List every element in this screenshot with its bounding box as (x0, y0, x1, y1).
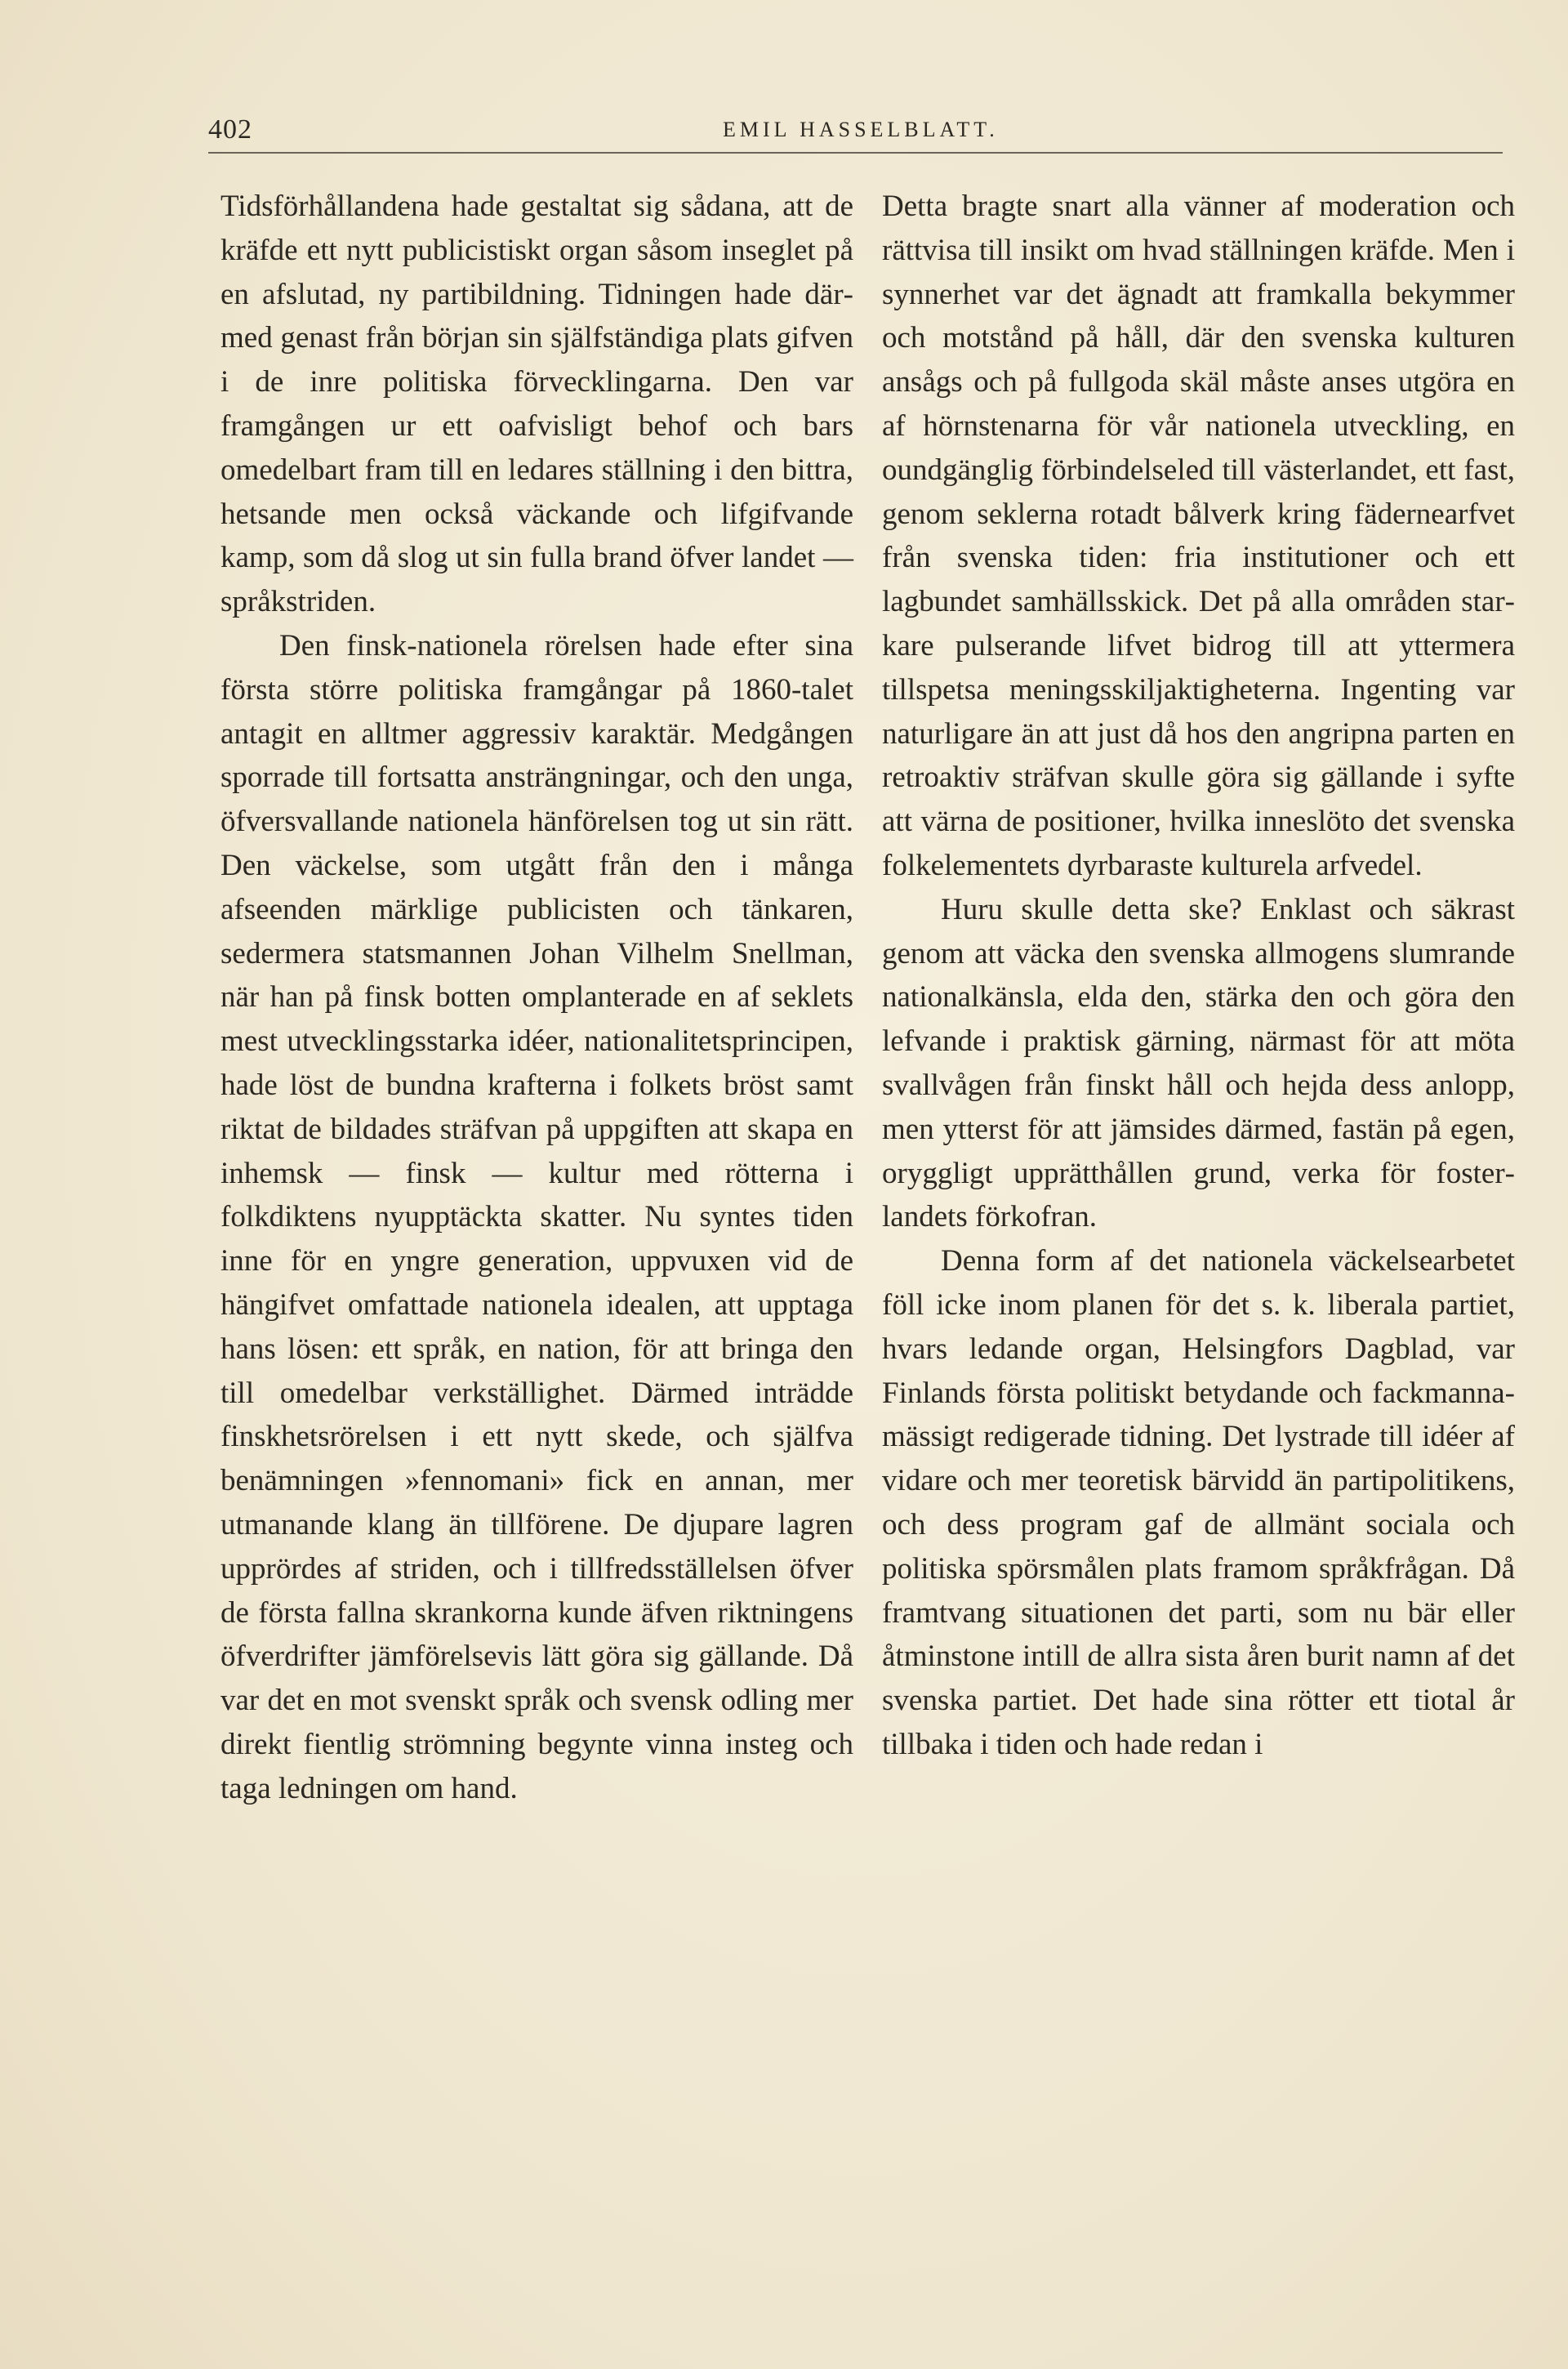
page-number: 402 (208, 114, 252, 145)
right-paragraph-3: Denna form af det nationela väckelsearbetet föll icke inom planen för det s. k. liberala partiet, hvars ledande organ, Helsingfors Dagblad, var Finlands första politiskt betydande och fackmannamässigt redigerade tidning. Det lystrade till idéer af vidare och mer teoretisk bärvidd än partipolitikens, och dess program gaf de allmänt sociala och politiska spörsmålen plats framom språkfrågan. Då framtvang situationen det parti, som nu bär eller åtminstone intill de allra sista åren burit namn af det svenska partiet. Det hade sina rötter ett tiotal år tillbaka i tiden och hade redan i (882, 1244, 1515, 1761)
right-paragraph-2: Huru skulle detta ske? Enklast och säkrast genom att väcka den svenska allmogens slumrande nationalkänsla, elda den, stärka den och göra den lefvande i praktisk gärning, närmast för att möta svallvågen från finskt håll och hejda dess anlopp, men ytterst för att jämsides därmed, fastän på egen, oryggligt upprätthållen grund, verka för fosterlandets förkofran. (882, 892, 1515, 1234)
left-paragraph-1: Tidsförhållandena hade gestaltat sig sådana, att de kräfde ett nytt publicistiskt organ såsom inseglet på en afslutad, ny partibildning. Tidningen hade därmed genast från början sin själfständiga plats gifven i de inre politiska förvecklingarna. Den var framgången ur ett oafvisligt behof och bars omedelbart fram till en ledares ställning i den bittra, hetsande men också väckande och lifgifvande kamp, som då slog ut sin fulla brand öfver landet — språkstriden. (220, 190, 853, 619)
running-head (208, 106, 1503, 147)
left-paragraph-2: Den finsk-nationela rörelsen hade efter sina första större politiska framgångar på 1860-talet antagit en alltmer aggressiv karaktär. Medgången sporrade till fortsatta ansträngningar, och den unga, öfversvallande nationela hänförelsen tog ut sin rätt. Den väckelse, som utgått från den i många afseenden märklige publicisten och tänkaren, sedermera statsmannen Johan Vilhelm Snellman, när han på finsk botten omplanterade en af seklets mest utvecklingsstarka idéer, nationalitetsprincipen, hade löst de bundna krafterna i folkets bröst samt riktat de bildades sträfvan på uppgiften att skapa en inhemsk — finsk — kultur med rötterna i folkdiktens nyupptäckta skatter. Nu syntes tiden inne för en yngre generation, uppvuxen vid de hängifvet omfattade nationela idealen, att upptaga hans lösen: ett språk, en nation, för att bringa den till omedelbar verkställighet. Därmed inträdde finskhetsrörelsen i ett nytt skede, och själfva benämningen »fennomani» fick en annan, mer utmanande klang än tillförene. De djupare lagren upprördes af striden, och i tillfredsställelsen öfver de första fallna skrankorna kunde äfven riktningens öfverdrifter jämförelsevis lätt göra sig gällande. Då var det en mot svenskt språk och svensk odling mer direkt fientlig strömning begynte vinna insteg och taga ledningen om hand. (220, 628, 853, 1805)
left-column (220, 185, 853, 1810)
right-column (882, 185, 1515, 1767)
running-title: EMIL HASSELBLATT. (723, 118, 999, 141)
header-rule (208, 152, 1503, 154)
right-paragraph-1: Detta bragte snart alla vänner af moderation och rättvisa till insikt om hvad ställningen kräfde. Men i synnerhet var det ägnadt att framkalla bekymmer och motstånd på håll, där den svenska kulturen ansågs och på fullgoda skäl måste anses utgöra en af hörnstenarna för vår nationela utveckling, en oundgänglig förbindelseled till västerlandet, ett fast, genom seklerna rotadt bålverk kring fädernearfvet från svenska tiden: fria institutioner och ett lagbundet samhällsskick. Det på alla områden starkare pulserande lifvet bidrog till att yttermera tillspetsa meningsskiljaktigheterna. Ingenting var naturligare än att just då hos den angripna parten en retroaktiv sträfvan skulle göra sig gällande i syfte att värna de positioner, hvilka inneslöto det svenska folkelementets dyrbaraste kulturela arfvedel. (882, 190, 1515, 882)
